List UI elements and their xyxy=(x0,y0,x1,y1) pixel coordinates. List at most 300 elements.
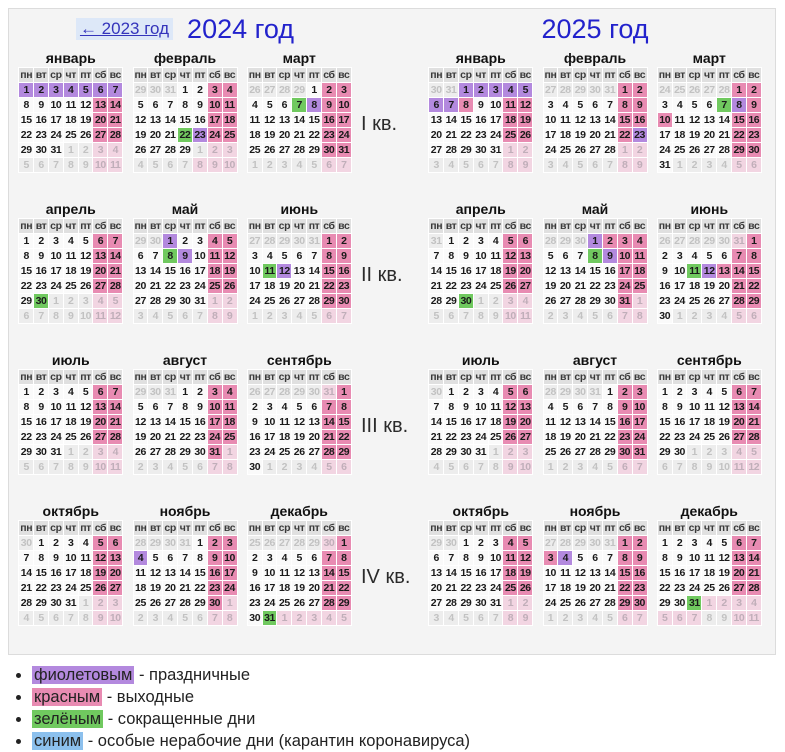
day-cell-other-month: 1 xyxy=(474,294,488,308)
day-cell-other-month-weekend: 3 xyxy=(108,596,122,610)
weekday-header: сб xyxy=(618,220,631,232)
weekday-header: пт xyxy=(718,69,730,81)
day-cell-workday: 15 xyxy=(179,114,191,126)
day-cell-workday: 6 xyxy=(148,400,162,414)
day-cell-weekend: 26 xyxy=(504,431,516,443)
day-cell-other-month: 30 xyxy=(149,84,161,96)
day-cell-workday: 24 xyxy=(490,582,502,594)
day-cell-other-month-weekend: 9 xyxy=(93,611,107,625)
day-cell-workday: 20 xyxy=(308,582,320,594)
day-cell-holiday: 23 xyxy=(634,129,645,141)
day-cell-workday: 14 xyxy=(604,114,616,126)
day-cell-workday: 28 xyxy=(445,597,457,609)
day-cell-workday: 26 xyxy=(688,144,700,156)
day-cell-other-month-weekend: 11 xyxy=(110,159,121,171)
day-cell-weekend: 23 xyxy=(634,582,645,594)
day-cell-workday: 31 xyxy=(50,144,62,156)
day-cell-workday: 14 xyxy=(179,567,191,579)
day-cell-weekend: 3 xyxy=(208,83,222,97)
day-cell-workday: 29 xyxy=(164,295,176,307)
day-cell-workday: 27 xyxy=(430,144,442,156)
month-title: май xyxy=(171,201,199,217)
day-cell-other-month: 29 xyxy=(135,235,146,247)
day-cell-workday: 19 xyxy=(293,582,305,594)
day-cell-workday: 5 xyxy=(263,98,277,112)
day-cell-other-month: 7 xyxy=(489,158,503,172)
day-cell-other-month: 5 xyxy=(178,460,192,474)
day-cell-workday: 20 xyxy=(559,280,571,292)
month-7-2025 xyxy=(428,351,533,502)
weekday-header: пн xyxy=(20,522,33,534)
day-cell-workday: 31 xyxy=(490,144,502,156)
day-cell-workday: 6 xyxy=(717,249,731,263)
day-cell-weekend: 28 xyxy=(323,446,335,458)
day-cell-other-month: 30 xyxy=(589,84,601,96)
weekday-header: вт xyxy=(674,220,685,232)
weekday-header: пт xyxy=(490,220,501,232)
day-cell-weekend: 4 xyxy=(208,234,222,248)
day-cell-weekend: 26 xyxy=(519,582,531,594)
day-cell-workday: 23 xyxy=(50,582,62,594)
month-grid xyxy=(657,67,762,173)
month-1-2025 xyxy=(428,49,533,200)
day-cell-weekend: 10 xyxy=(209,99,221,111)
day-cell-workday: 25 xyxy=(65,280,77,292)
day-cell-weekend: 27 xyxy=(94,129,106,141)
day-cell-workday: 2 xyxy=(673,536,687,550)
day-cell-workday: 29 xyxy=(445,295,457,307)
day-cell-workday: 19 xyxy=(80,265,92,277)
day-cell-workday: 27 xyxy=(293,295,305,307)
day-cell-workday: 7 xyxy=(429,400,443,414)
day-cell-other-month-weekend: 10 xyxy=(733,612,745,624)
weekday-header: чт xyxy=(704,69,715,81)
day-cell-weekend: 25 xyxy=(224,431,235,443)
weekday-header: пн xyxy=(658,371,671,383)
day-cell-workday: 13 xyxy=(149,416,161,428)
month-10-2024 xyxy=(18,502,123,653)
day-cell-short-day: 11 xyxy=(689,265,700,277)
weekday-header: пт xyxy=(194,371,206,383)
day-cell-workday: 11 xyxy=(704,552,715,564)
day-cell-weekend: 16 xyxy=(323,114,335,126)
month-title: май xyxy=(581,201,609,217)
day-cell-workday: 15 xyxy=(604,416,616,428)
day-cell-other-month: 1 xyxy=(79,596,93,610)
weekday-header: пт xyxy=(80,69,91,81)
day-cell-workday: 17 xyxy=(659,129,671,141)
month-grid xyxy=(18,218,123,324)
day-cell-other-month-weekend: 31 xyxy=(733,235,745,247)
day-cell-other-month: 4 xyxy=(573,309,587,323)
day-cell-weekend: 2 xyxy=(618,385,632,399)
day-cell-other-month-weekend: 11 xyxy=(110,461,121,473)
day-cell-weekend: 20 xyxy=(94,114,106,126)
day-cell-workday: 10 xyxy=(50,250,62,262)
day-cell-other-month: 3 xyxy=(277,158,291,172)
day-cell-other-month-weekend: 7 xyxy=(618,309,632,323)
day-cell-workday: 28 xyxy=(589,446,601,458)
day-cell-workday: 16 xyxy=(35,265,47,277)
day-cell-holiday: 4 xyxy=(503,83,517,97)
day-cell-workday: 23 xyxy=(674,582,685,594)
day-cell-other-month: 29 xyxy=(135,386,146,398)
day-cell-weekend: 24 xyxy=(338,129,350,141)
day-cell-workday: 17 xyxy=(264,431,275,443)
weekday-header: пт xyxy=(718,522,730,534)
day-cell-workday: 26 xyxy=(718,431,730,443)
day-cell-workday: 21 xyxy=(308,280,320,292)
weekday-header: пн xyxy=(658,220,671,232)
day-cell-workday: 15 xyxy=(445,416,457,428)
day-cell-workday: 22 xyxy=(20,280,32,292)
day-cell-other-month: 1 xyxy=(673,158,687,172)
month-grid xyxy=(133,369,238,475)
day-cell-other-month: 26 xyxy=(264,537,275,549)
day-cell-workday: 10 xyxy=(50,401,62,413)
day-cell-workday: 22 xyxy=(589,280,601,292)
day-cell-weekend: 8 xyxy=(337,551,351,565)
weekday-header: вт xyxy=(264,522,275,534)
day-cell-workday: 28 xyxy=(574,295,586,307)
day-cell-other-month: 3 xyxy=(573,611,587,625)
day-cell-workday: 29 xyxy=(20,295,32,307)
day-cell-other-month: 1 xyxy=(544,460,558,474)
day-cell-other-month-weekend: 7 xyxy=(208,611,222,625)
day-cell-other-month: 29 xyxy=(308,537,320,549)
day-cell-workday: 1 xyxy=(444,385,458,399)
day-cell-weekend: 8 xyxy=(618,551,632,565)
weekday-header: вс xyxy=(633,371,646,383)
day-cell-weekend: 9 xyxy=(633,551,647,565)
day-cell-weekend: 2 xyxy=(322,83,336,97)
day-cell-workday: 16 xyxy=(194,416,206,428)
day-cell-other-month-weekend: 6 xyxy=(322,158,336,172)
day-cell-other-month-weekend: 9 xyxy=(503,460,517,474)
weekday-header: пн xyxy=(248,522,261,534)
weekday-header: сб xyxy=(208,220,221,232)
day-cell-other-month-weekend: 4 xyxy=(518,294,532,308)
day-cell-workday: 12 xyxy=(293,416,305,428)
day-cell-other-month-weekend: 7 xyxy=(633,460,647,474)
day-cell-other-month: 29 xyxy=(430,537,442,549)
month-title: июнь xyxy=(280,201,319,217)
day-cell-workday: 11 xyxy=(65,250,76,262)
day-cell-other-month: 30 xyxy=(589,537,601,549)
day-cell-workday: 24 xyxy=(65,582,77,594)
day-cell-workday: 28 xyxy=(718,144,730,156)
day-cell-workday: 24 xyxy=(264,597,275,609)
day-cell-other-month-weekend: 5 xyxy=(337,611,351,625)
day-cell-other-month: 4 xyxy=(444,611,458,625)
day-cell-weekend: 12 xyxy=(94,552,106,564)
day-cell-other-month: 7 xyxy=(603,158,617,172)
day-cell-other-month-weekend: 12 xyxy=(748,461,760,473)
day-cell-workday: 30 xyxy=(249,612,261,624)
day-cell-other-month: 6 xyxy=(34,460,48,474)
weekday-header: пт xyxy=(80,220,91,232)
day-cell-weekend: 8 xyxy=(747,249,761,263)
day-cell-other-month: 6 xyxy=(193,611,207,625)
day-cell-workday: 2 xyxy=(459,385,473,399)
day-cell-workday: 3 xyxy=(49,234,63,248)
day-cell-other-month-weekend: 11 xyxy=(748,612,759,624)
day-cell-other-month: 9 xyxy=(702,460,716,474)
day-cell-other-month: 2 xyxy=(64,294,78,308)
day-cell-workday: 10 xyxy=(545,114,556,126)
day-cell-weekend: 17 xyxy=(634,416,645,428)
weekday-header: вт xyxy=(559,69,571,81)
day-cell-other-month-weekend: 6 xyxy=(747,309,761,323)
day-cell-workday: 2 xyxy=(193,83,207,97)
day-cell-other-month: 4 xyxy=(588,460,602,474)
day-cell-workday: 22 xyxy=(659,431,671,443)
day-cell-workday: 24 xyxy=(674,295,685,307)
weekday-header: пн xyxy=(134,371,147,383)
day-cell-workday: 11 xyxy=(249,114,260,126)
weekday-header: ср xyxy=(278,371,291,383)
day-cell-workday: 21 xyxy=(20,582,32,594)
day-cell-workday: 31 xyxy=(65,597,77,609)
day-cell-other-month: 25 xyxy=(249,537,261,549)
day-cell-other-month-weekend: 6 xyxy=(673,611,687,625)
day-cell-weekend: 1 xyxy=(747,234,761,248)
day-cell-workday: 18 xyxy=(703,416,715,428)
day-cell-weekend: 1 xyxy=(618,536,632,550)
day-cell-weekend: 6 xyxy=(518,234,532,248)
month-grid xyxy=(657,520,762,626)
day-cell-workday: 21 xyxy=(149,280,161,292)
day-cell-workday: 1 xyxy=(603,385,617,399)
day-cell-workday: 23 xyxy=(604,280,616,292)
day-cell-workday: 13 xyxy=(703,114,715,126)
weekday-header: сб xyxy=(94,220,107,232)
day-cell-other-month: 5 xyxy=(19,158,33,172)
day-cell-workday: 15 xyxy=(460,114,472,126)
day-cell-other-month: 5 xyxy=(588,309,602,323)
day-cell-workday: 16 xyxy=(249,582,261,594)
day-cell-weekend: 5 xyxy=(503,234,517,248)
weekday-header: ср xyxy=(688,371,701,383)
day-cell-workday: 20 xyxy=(149,431,161,443)
day-cell-workday: 24 xyxy=(545,144,556,156)
day-cell-weekend: 13 xyxy=(733,401,745,413)
day-cell-weekend: 30 xyxy=(748,144,760,156)
weekday-header: чт xyxy=(179,220,191,232)
weekday-header: сб xyxy=(504,522,517,534)
day-cell-workday: 21 xyxy=(179,582,191,594)
day-cell-weekend: 4 xyxy=(503,536,517,550)
day-cell-workday: 24 xyxy=(50,431,62,443)
day-cell-workday: 17 xyxy=(688,416,700,428)
day-cell-weekend: 11 xyxy=(209,250,220,262)
day-cell-other-month: 10 xyxy=(718,461,730,473)
day-cell-other-month: 26 xyxy=(249,84,261,96)
day-cell-weekend: 1 xyxy=(618,83,632,97)
day-cell-workday: 23 xyxy=(475,129,487,141)
day-cell-other-month-weekend: 9 xyxy=(208,158,222,172)
day-cell-other-month: 28 xyxy=(135,537,146,549)
quarter-label-4: IV кв. xyxy=(361,566,411,588)
day-cell-workday: 30 xyxy=(249,461,261,473)
day-cell-workday: 23 xyxy=(249,446,261,458)
day-cell-workday: 26 xyxy=(293,597,305,609)
day-cell-weekend: 12 xyxy=(519,99,531,111)
day-cell-workday: 8 xyxy=(19,249,33,263)
month-title: июнь xyxy=(690,201,729,217)
prev-year-link[interactable]: ← 2023 год xyxy=(76,18,173,40)
day-cell-other-month: 10 xyxy=(80,310,92,322)
month-4-2025 xyxy=(428,200,533,351)
day-cell-weekend: 20 xyxy=(109,567,121,579)
day-cell-workday: 4 xyxy=(64,234,78,248)
day-cell-workday: 4 xyxy=(79,536,93,550)
day-cell-other-month: 9 xyxy=(64,309,78,323)
day-cell-other-month: 8 xyxy=(687,460,701,474)
day-cell-other-month: 5 xyxy=(178,611,192,625)
day-cell-workday: 5 xyxy=(544,249,558,263)
day-cell-workday: 16 xyxy=(194,114,206,126)
day-cell-workday: 20 xyxy=(278,129,290,141)
weekday-header: вс xyxy=(109,69,121,81)
day-cell-other-month-weekend: 9 xyxy=(633,158,647,172)
day-cell-workday: 5 xyxy=(292,551,306,565)
day-cell-other-month: 27 xyxy=(545,537,556,549)
day-cell-other-month: 2 xyxy=(134,611,148,625)
day-cell-workday: 24 xyxy=(50,129,62,141)
day-cell-holiday: 1 xyxy=(163,234,177,248)
weekday-header: ср xyxy=(574,220,586,232)
weekday-header: чт xyxy=(704,371,715,383)
day-cell-workday: 24 xyxy=(264,446,275,458)
day-cell-workday: 8 xyxy=(19,98,33,112)
weekday-header: вс xyxy=(223,220,236,232)
day-cell-other-month-weekend: 6 xyxy=(322,309,336,323)
day-cell-workday: 10 xyxy=(475,250,487,262)
weekday-header: вт xyxy=(264,220,275,232)
day-cell-workday: 20 xyxy=(589,582,601,594)
day-cell-other-month: 1 xyxy=(489,445,503,459)
day-cell-weekend: 29 xyxy=(619,597,631,609)
day-cell-other-month: 28 xyxy=(264,235,275,247)
day-cell-workday: 10 xyxy=(50,99,62,111)
day-cell-weekend: 17 xyxy=(619,265,631,277)
day-cell-other-month-weekend: 6 xyxy=(618,460,632,474)
day-cell-weekend: 5 xyxy=(503,385,517,399)
month-2-2025 xyxy=(543,49,648,200)
day-cell-holiday: 4 xyxy=(134,551,148,565)
day-cell-workday: 27 xyxy=(718,295,730,307)
day-cell-workday: 1 xyxy=(658,536,672,550)
day-cell-other-month: 8 xyxy=(489,460,503,474)
day-cell-workday: 18 xyxy=(688,280,700,292)
day-cell-holiday: 2 xyxy=(474,83,488,97)
day-cell-workday: 7 xyxy=(307,249,321,263)
day-cell-workday: 6 xyxy=(573,400,587,414)
month-6-2024 xyxy=(247,200,352,351)
day-cell-workday: 15 xyxy=(194,567,206,579)
weekday-header: сб xyxy=(504,371,517,383)
weekday-header: пн xyxy=(248,69,261,81)
quarter-label-3: III кв. xyxy=(361,415,409,437)
day-cell-workday: 17 xyxy=(194,265,206,277)
day-cell-other-month-weekend: 8 xyxy=(193,158,207,172)
day-cell-workday: 30 xyxy=(194,446,206,458)
day-cell-other-month: 4 xyxy=(444,158,458,172)
weekday-header: ср xyxy=(460,69,472,81)
weekday-header: пт xyxy=(604,220,616,232)
day-cell-other-month-weekend: 4 xyxy=(322,611,336,625)
weekday-header: ср xyxy=(688,522,701,534)
day-cell-workday: 10 xyxy=(475,401,487,413)
month-grid xyxy=(543,520,648,626)
day-cell-weekend: 11 xyxy=(505,552,516,564)
day-cell-workday: 18 xyxy=(249,129,261,141)
day-cell-weekend: 1 xyxy=(337,385,351,399)
day-cell-workday: 6 xyxy=(307,551,321,565)
weekday-header: вс xyxy=(338,69,350,81)
day-cell-workday: 16 xyxy=(674,567,685,579)
day-cell-other-month: 30 xyxy=(430,386,442,398)
day-cell-other-month: 30 xyxy=(574,386,586,398)
day-cell-other-month-weekend: 1 xyxy=(633,294,647,308)
weekday-header: пн xyxy=(658,522,671,534)
day-cell-workday: 5 xyxy=(277,249,291,263)
day-cell-other-month: 29 xyxy=(278,235,290,247)
day-cell-workday: 20 xyxy=(135,280,146,292)
month-grid xyxy=(428,520,533,626)
day-cell-workday: 31 xyxy=(659,159,671,171)
weekday-header: пт xyxy=(604,371,616,383)
day-cell-short-day: 31 xyxy=(264,612,275,624)
day-cell-other-month: 1 xyxy=(248,158,262,172)
day-cell-other-month: 28 xyxy=(559,84,571,96)
weekday-header: пн xyxy=(134,220,147,232)
month-grid xyxy=(543,67,648,173)
day-cell-other-month: 5 xyxy=(163,309,177,323)
day-cell-workday: 10 xyxy=(545,567,556,579)
day-cell-workday: 30 xyxy=(659,310,671,322)
day-cell-workday: 13 xyxy=(149,114,161,126)
day-cell-workday: 15 xyxy=(589,265,601,277)
day-cell-other-month-weekend: 6 xyxy=(337,460,351,474)
day-cell-workday: 17 xyxy=(545,129,556,141)
day-cell-workday: 9 xyxy=(49,551,63,565)
weekday-header: ср xyxy=(50,69,62,81)
day-cell-short-day: 7 xyxy=(717,98,731,112)
day-cell-workday: 24 xyxy=(50,280,62,292)
day-cell-workday: 26 xyxy=(278,295,290,307)
day-cell-workday: 12 xyxy=(559,416,571,428)
month-2-2024 xyxy=(133,49,238,200)
day-cell-other-month: 1 xyxy=(64,143,78,157)
day-cell-other-month: 8 xyxy=(474,309,488,323)
weekday-header: ср xyxy=(688,220,701,232)
day-cell-weekend: 22 xyxy=(619,129,631,141)
day-cell-other-month: 5 xyxy=(444,460,458,474)
day-cell-workday: 25 xyxy=(545,446,556,458)
day-cell-other-month-weekend: 3 xyxy=(307,611,321,625)
day-cell-workday: 4 xyxy=(558,98,572,112)
weekday-header: пт xyxy=(194,522,206,534)
weekday-header: ср xyxy=(460,371,472,383)
day-cell-other-month: 3 xyxy=(134,309,148,323)
day-cell-workday: 14 xyxy=(574,265,586,277)
day-cell-other-month-weekend: 10 xyxy=(94,159,106,171)
day-cell-workday: 18 xyxy=(80,567,92,579)
day-cell-workday: 28 xyxy=(430,295,442,307)
day-cell-workday: 25 xyxy=(559,144,571,156)
